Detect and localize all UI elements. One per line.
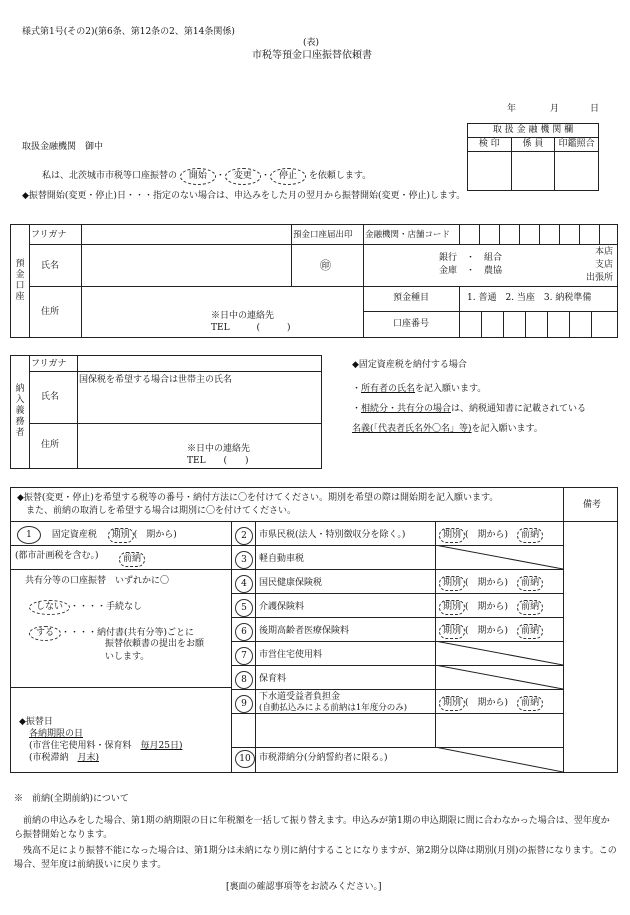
tax-item-8[interactable]: 保育料	[259, 674, 287, 684]
furikae-1: 各納期限の日	[29, 729, 84, 739]
share-yes-text: いします。	[105, 652, 150, 662]
date-year: 年	[507, 104, 517, 114]
footer-p1: 前納の申込みをした場合、第1期の納期限の日に年税額を一括して振り替えます。申込みが第1期の申込期限に間に合わなかった場合は、翌年度から振替開始となります。	[14, 816, 610, 840]
fixed-asset-line3: 名義(「代表者氏名外〇名」等)を記入願います。	[352, 424, 543, 434]
tax-item-8-no: 8	[235, 671, 253, 689]
contact-label: ※日中の連絡先	[211, 311, 275, 321]
date-day: 日	[590, 104, 600, 114]
zennou-1[interactable]: 前納	[119, 552, 145, 567]
omote-label: (表)	[303, 38, 320, 48]
tax-instruction-2: また、前納の取消しを希望する場合は期別に〇を付けてください。	[17, 506, 297, 516]
tax-item-2-no: 2	[235, 527, 253, 545]
branch-main: 本店	[595, 247, 614, 257]
furikae-2: (市営住宅使用料・保育料 毎月25日)	[29, 741, 183, 751]
account-side-label: 預金口座	[15, 259, 25, 302]
tax-item-2[interactable]: 市県民税(法人・特別徴収分を除く。)	[259, 530, 406, 540]
tax-item-6-no: 6	[235, 623, 253, 641]
fixed-asset-line2: ・相続分・共有分の場合は、納税通知書に記載されている	[352, 404, 587, 414]
bank-code-label: 金融機関・店舗コード	[365, 230, 451, 240]
tax-item-10[interactable]: 市税滞納分(分納誓約者に限る。)	[259, 753, 388, 763]
furikae-title: ◆振替日	[19, 717, 53, 727]
tel-label: TEL ( )	[211, 323, 291, 333]
tax-item-7[interactable]: 市営住宅使用料	[259, 650, 323, 660]
diagonal-slash	[435, 545, 563, 569]
tax-item-5-no: 5	[235, 599, 253, 617]
fixed-asset-title: ◆固定資産税を納付する場合	[352, 360, 467, 370]
tax-item-7-no: 7	[235, 647, 253, 665]
footer-title: ※ 前納(全期前納)について	[14, 794, 129, 804]
fixed-asset-line1: ・所有者の氏名を記入願います。	[352, 384, 487, 394]
tax-instruction-1: ◆振替(変更・停止)を希望する税等の番号・納付方法に〇を付けてください。期別を希望の際は開始期を記入願います。	[17, 493, 499, 503]
deposit-options[interactable]: 1. 普通 2. 当座 3. 納税準備	[467, 293, 592, 303]
tax-item-3[interactable]: 軽自動車税	[259, 554, 305, 564]
taxpayer-name-label: 氏名	[41, 392, 60, 402]
seal-label: 預金口座届出印	[293, 230, 353, 240]
page-title: 市税等預金口座振替依頼書	[252, 50, 372, 61]
tax-item-1[interactable]: 1 固定資産税 期別 ( 期から)	[17, 526, 177, 544]
share-title: 共有分等の口座振替 いずれかに〇	[25, 576, 170, 586]
account-no-label: 口座番号	[393, 319, 430, 329]
option-change[interactable]: 変更	[225, 168, 261, 185]
taxpayer-section	[10, 355, 322, 469]
bank-box-col: 検 印	[468, 138, 512, 152]
addressee: 取扱金融機関 御中	[22, 142, 104, 152]
request-line: 私は、北茨城市市税等口座振替の 開始 ・ 変更 ・ 停止 を依頼します。	[42, 168, 371, 185]
footer-p2: 残高不足により振替不能になった場合は、第1期分は未納になり別に納付することになりますが、第2期分以降は期別(月別)の振替になります。この場合、翌年度は前納扱いに戻ります。	[14, 846, 617, 870]
date-month: 月	[550, 104, 560, 114]
tax-item-9[interactable]: 下水道受益者負担金	[259, 692, 341, 702]
tax-item-10-no: 10	[235, 750, 255, 768]
branch-office: 出張所	[586, 273, 614, 283]
tax-item-4-no: 4	[235, 575, 253, 593]
diagonal-slash	[435, 665, 563, 689]
tax-selection-section	[10, 487, 618, 773]
taxpayer-tel: TEL ( )	[187, 456, 249, 466]
request-post: を依頼します。	[308, 171, 372, 181]
share-yes[interactable]: する ・・・・納付書(共有分等)ごとに	[29, 626, 194, 641]
bank-box-col: 係 員	[511, 138, 555, 152]
bank-box-cell[interactable]	[555, 152, 599, 191]
bank-box-title: 取 扱 金 融 機 関 欄	[468, 124, 599, 138]
bank-box-cell[interactable]	[511, 152, 555, 191]
kibetsu-9[interactable]: 期別 ( 期から) 前納	[439, 696, 543, 711]
start-note: ◆振替開始(変更・停止)日・・・指定のない場合は、申込みをした月の翌月から振替開始(変更・停止)します。	[22, 191, 466, 201]
tax-item-4[interactable]: 国民健康保険税	[259, 578, 323, 588]
diagonal-slash	[435, 747, 563, 772]
taxpayer-address-label: 住所	[41, 440, 60, 450]
back-note: [裏面の確認事項等をお読みください。]	[226, 882, 382, 892]
tax-item-5[interactable]: 介護保険料	[259, 602, 305, 612]
taxpayer-contact: ※日中の連絡先	[187, 444, 251, 454]
tax-item-3-no: 3	[235, 551, 253, 569]
remarks-label: 備考	[583, 500, 602, 510]
request-pre: 私は、北茨城市市税等口座振替の	[42, 171, 178, 181]
furikae-3: (市税滞納 月末)	[29, 753, 100, 763]
kibetsu-4[interactable]: 期別 ( 期から) 前納	[439, 576, 543, 591]
option-start[interactable]: 開始	[180, 168, 216, 185]
taxpayer-furigana: フリガナ	[31, 359, 67, 369]
diagonal-slash	[435, 641, 563, 665]
deposit-type-label: 預金種目	[393, 293, 430, 303]
bank-box-col: 印鑑照合	[555, 138, 599, 152]
bank-box-cell[interactable]	[468, 152, 512, 191]
branch-sub: 支店	[595, 260, 614, 270]
taxpayer-side-label: 納入義務者	[15, 384, 25, 438]
tax-item-9-sub: (自動払込みによる前納は1年度分のみ)	[259, 703, 408, 713]
name-label: 氏名	[41, 261, 60, 271]
address-label: 住所	[41, 307, 60, 317]
option-stop[interactable]: 停止	[270, 168, 306, 185]
seal-icon: ㊞	[320, 259, 331, 272]
kibetsu-2[interactable]: 期別 ( 期から) 前納	[439, 528, 543, 543]
form-number: 様式第1号(その2)(第6条、第12条の2、第14条関係)	[22, 27, 235, 37]
kibetsu-5[interactable]: 期別 ( 期から) 前納	[439, 600, 543, 615]
taxpayer-name-note: 国保税を希望する場合は世帯主の氏名	[79, 375, 233, 385]
bank-type-2: 金庫 ・ 農協	[439, 266, 503, 276]
bank-type-1: 銀行 ・ 組合	[439, 253, 503, 263]
bank-handling-box	[467, 123, 599, 191]
kibetsu-6[interactable]: 期別 ( 期から) 前納	[439, 624, 543, 639]
share-no[interactable]: しない ・・・・手続なし	[29, 600, 142, 615]
toshi-note: (都市計画税を含む。)	[15, 551, 99, 561]
tax-item-9-no: 9	[235, 695, 253, 713]
furigana-label: フリガナ	[31, 230, 67, 240]
tax-item-6[interactable]: 後期高齢者医療保険料	[259, 626, 350, 636]
account-section	[10, 224, 618, 338]
share-yes-text: 振替依頼書の提出をお願	[105, 639, 205, 649]
